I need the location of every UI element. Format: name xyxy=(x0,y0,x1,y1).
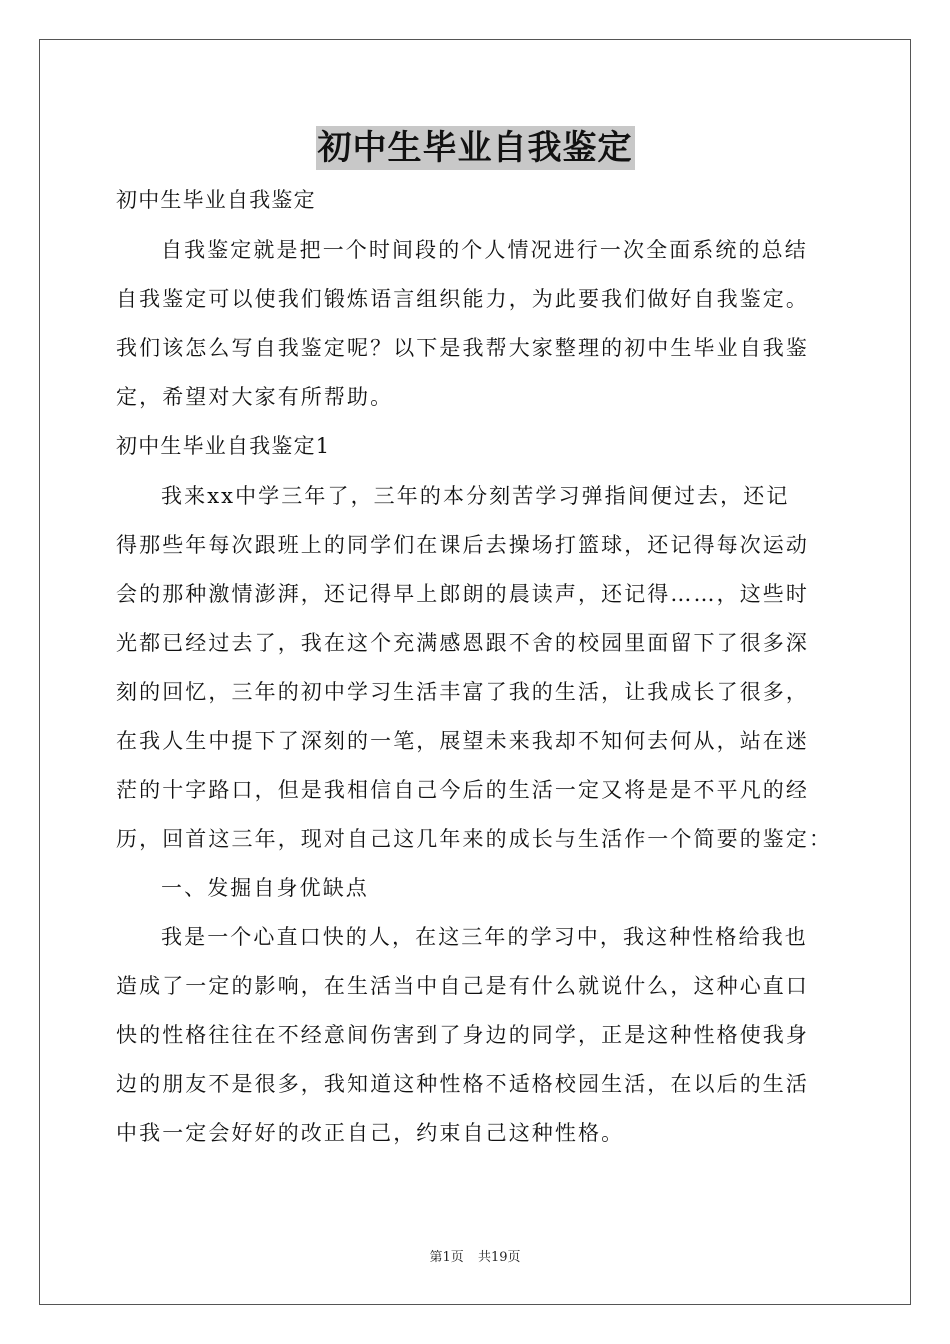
paragraph-line: 自我鉴定就是把一个时间段的个人情况进行一次全面系统的总结 xyxy=(161,238,808,262)
page-total: 共19页 xyxy=(477,1250,521,1265)
page-footer xyxy=(0,1246,950,1265)
paragraph-line: 我们该怎么写自我鉴定呢？以下是我帮大家整理的初中生毕业自我鉴 xyxy=(116,336,809,360)
point-heading: 一、发掘自身优缺点 xyxy=(161,876,369,900)
document-body xyxy=(116,180,836,1162)
paragraph-line: 光都已经过去了，我在这个充满感恩跟不舍的校园里面留下了很多深 xyxy=(116,631,809,655)
title-container xyxy=(0,126,950,170)
paragraph-line: 我来xx中学三年了，三年的本分刻苦学习弹指间便过去，还记 xyxy=(161,484,790,508)
paragraph-line: 刻的回忆，三年的初中学习生活丰富了我的生活，让我成长了很多， xyxy=(116,680,809,704)
paragraph-line: 在我人生中提下了深刻的一笔，展望未来我却不知何去何从，站在迷 xyxy=(116,729,809,753)
paragraph-line: 得那些年每次跟班上的同学们在课后去操场打篮球，还记得每次运动 xyxy=(116,533,809,557)
paragraph-line: 中我一定会好好的改正自己，约束自己这种性格。 xyxy=(116,1121,625,1145)
paragraph-line: 会的那种激情澎湃，还记得早上郎朗的晨读声，还记得……，这些时 xyxy=(116,582,809,606)
paragraph-line: 快的性格往往在不经意间伤害到了身边的同学，正是这种性格使我身 xyxy=(116,1023,809,1047)
paragraph-line: 茫的十字路口，但是我相信自己今后的生活一定又将是是不平凡的经 xyxy=(116,778,809,802)
paragraph-line: 造成了一定的影响，在生活当中自己是有什么就说什么，这种心直口 xyxy=(116,974,809,998)
point1-paragraph xyxy=(116,917,836,1162)
document-subtitle: 初中生毕业自我鉴定 xyxy=(116,188,316,212)
section1-paragraph xyxy=(116,476,836,868)
paragraph-line: 历，回首这三年，现对自己这几年来的成长与生活作一个简要的鉴定： xyxy=(116,827,833,851)
paragraph-line: 边的朋友不是很多，我知道这种性格不适格校园生活，在以后的生活 xyxy=(116,1072,809,1096)
paragraph-line: 定，希望对大家有所帮助。 xyxy=(116,385,394,409)
paragraph-line: 我是一个心直口快的人，在这三年的学习中，我这种性格给我也 xyxy=(161,925,808,949)
intro-paragraph xyxy=(116,230,836,426)
page-number: 第1页 xyxy=(429,1250,464,1265)
document-title: 初中生毕业自我鉴定 xyxy=(317,128,633,168)
section-heading: 初中生毕业自我鉴定1 xyxy=(116,434,331,458)
paragraph-line: 自我鉴定可以使我们锻炼语言组织能力，为此要我们做好自我鉴定。 xyxy=(116,287,809,311)
